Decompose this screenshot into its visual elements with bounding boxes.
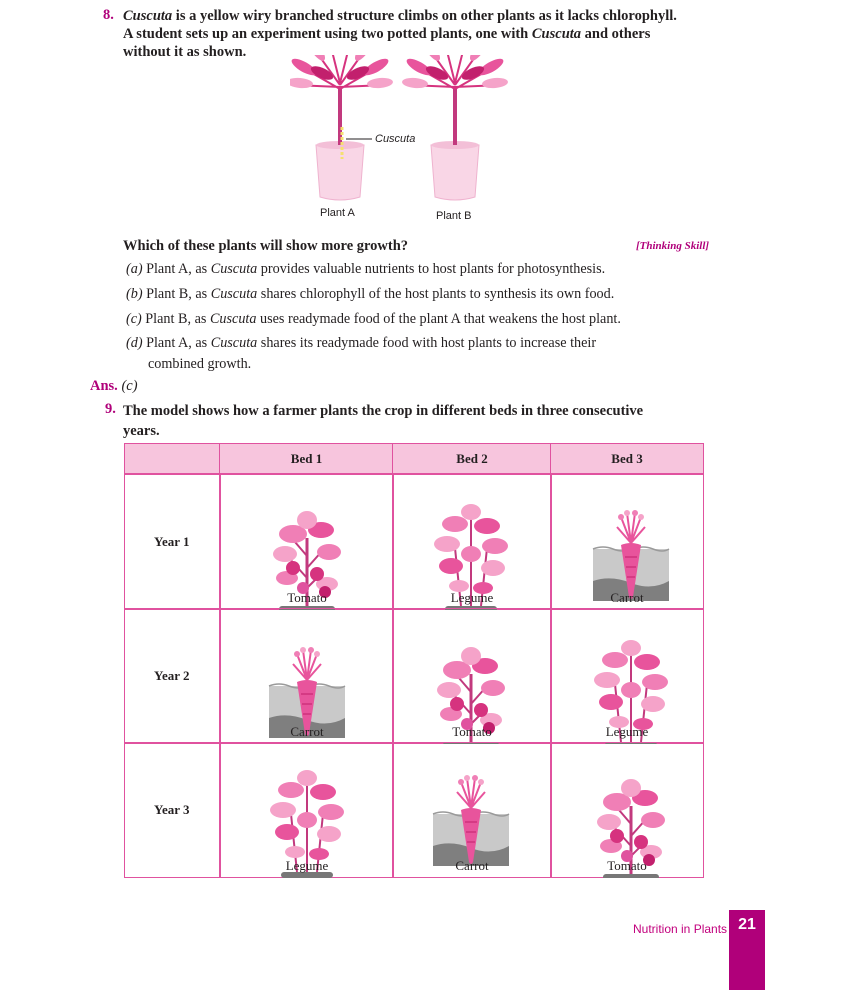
table-header-bed-1: Bed 1: [219, 443, 394, 475]
bed-1-year-1-crop: Tomato: [287, 590, 327, 605]
question-8-number: 8.: [103, 7, 114, 23]
bed-3-year-1-crop: Carrot: [610, 590, 644, 605]
question-9-line1: The model shows how a farmer plants the crop in different beds in three consecutive: [123, 403, 644, 419]
question-9-line2: years.: [123, 423, 160, 439]
option-text: provides valuable nutrients to host plants for photosynthesis.: [257, 261, 606, 277]
option-label: (c): [126, 311, 142, 327]
option-text: Plant B, as: [145, 311, 210, 327]
option-text: Plant A, as: [146, 335, 211, 351]
year-1-label: Year 1: [154, 534, 190, 549]
cuscuta-term: Cuscuta: [209, 311, 257, 327]
crop-rotation-table: [124, 443, 704, 878]
bed-2-year-2-crop: Tomato: [452, 724, 492, 739]
year-3-label: Year 3: [154, 802, 190, 817]
carrot-plant-icon: [433, 775, 509, 866]
cuscuta-term: Cuscuta: [210, 261, 258, 277]
bed-1-year-3-crop: Legume: [285, 858, 329, 873]
plant-b-illustration: [402, 55, 509, 200]
option-label: (a): [126, 261, 143, 277]
option-d-continuation: combined growth.: [148, 356, 252, 372]
chapter-title: Nutrition in Plants: [633, 922, 728, 936]
option-text: uses readymade food of the plant A that weakens the host plant.: [256, 311, 621, 327]
option-d: [126, 333, 726, 375]
question-9-number: 9.: [105, 401, 116, 417]
option-c: [126, 309, 726, 330]
cuscuta-callout-label: Cuscuta: [375, 133, 416, 145]
bed-2-year-3-crop: Carrot: [455, 858, 489, 873]
table-header-bed-2: Bed 2: [392, 443, 552, 475]
question-8-line3: without it as shown.: [123, 44, 247, 60]
question-8-prompt: Which of these plants will show more growth?: [123, 238, 409, 254]
question-8-line2a: A student sets up an experiment using two potted plants, one with: [123, 26, 532, 42]
plant-b-label: Plant B: [436, 210, 472, 222]
table-header-corner: [124, 443, 221, 475]
cuscuta-term: Cuscuta: [531, 26, 582, 42]
column-divider: [550, 473, 552, 878]
plant-experiment-figure: [290, 55, 510, 230]
cuscuta-term: Cuscuta: [210, 286, 258, 302]
question-8-line1: is a yellow wiry branched structure climbs on other plants as it lacks chlorophyll.: [172, 8, 677, 24]
column-divider: [392, 473, 394, 878]
bed-3-year-3-crop: Tomato: [607, 858, 647, 873]
option-text: shares chlorophyll of the host plants to synthesis its own food.: [257, 286, 615, 302]
option-label: (d): [126, 335, 143, 351]
thinking-skill-tag: [Thinking Skill]: [636, 240, 710, 252]
bed-2-year-1-crop: Legume: [450, 590, 494, 605]
option-label: (b): [126, 286, 143, 302]
bed-1-year-2-crop: Carrot: [290, 724, 324, 739]
question-8-line2b: and others: [581, 26, 651, 42]
question-9-text: [123, 401, 733, 441]
option-text: Plant A, as: [146, 261, 211, 277]
cuscuta-term: Cuscuta: [210, 335, 258, 351]
plant-a-label: Plant A: [320, 207, 355, 219]
column-divider: [219, 473, 221, 878]
option-b: [126, 284, 726, 305]
year-2-label: Year 2: [154, 668, 190, 683]
option-text: shares its readymade food with host plants to increase their: [257, 335, 597, 351]
page-number: 21: [738, 916, 756, 933]
answer-line: [90, 378, 138, 395]
bed-3-year-2-crop: Legume: [605, 724, 649, 739]
option-a: [126, 259, 726, 280]
option-text: Plant B, as: [146, 286, 211, 302]
carrot-plant-icon: [593, 510, 669, 601]
answer-label: Ans.: [90, 378, 118, 394]
answer-value: (c): [121, 378, 138, 394]
question-8-text: [123, 7, 733, 61]
cuscuta-term: Cuscuta: [123, 8, 173, 24]
table-header-bed-3: Bed 3: [550, 443, 704, 475]
